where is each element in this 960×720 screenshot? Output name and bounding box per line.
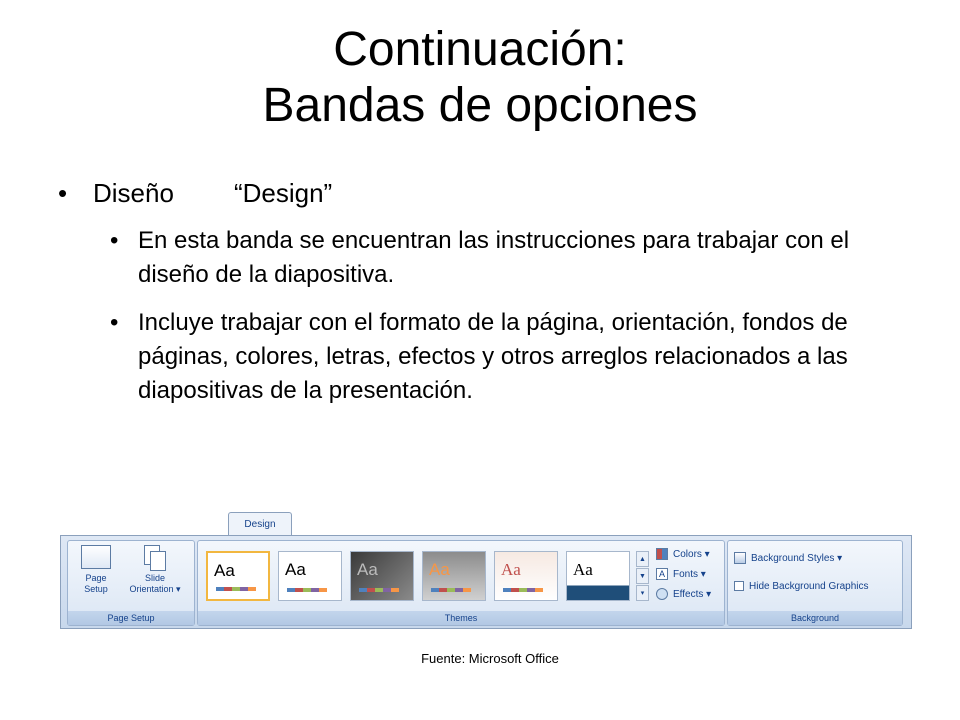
effects-button[interactable] bbox=[656, 587, 711, 603]
sub-bullet-2 bbox=[58, 306, 918, 408]
colors-icon bbox=[656, 548, 668, 560]
background-styles-button[interactable] bbox=[734, 551, 842, 567]
theme-5[interactable] bbox=[494, 551, 558, 601]
themes-scroll bbox=[636, 551, 649, 602]
themes-more-button[interactable]: ▾ bbox=[636, 585, 649, 601]
slide-orientation-label-2: Orientation ▾ bbox=[129, 584, 181, 594]
theme-2[interactable] bbox=[278, 551, 342, 601]
hide-background-graphics-checkbox[interactable] bbox=[734, 579, 869, 595]
effects-label: Effects ▾ bbox=[673, 589, 712, 600]
effects-icon bbox=[656, 588, 668, 600]
slide-title-line2: Bandas de opciones bbox=[262, 79, 698, 132]
theme-aa: Aa bbox=[573, 560, 593, 579]
theme-aa: Aa bbox=[501, 560, 521, 579]
theme-aa: Aa bbox=[285, 560, 306, 579]
background-styles-icon bbox=[734, 552, 746, 564]
theme-aa: Aa bbox=[357, 560, 378, 579]
fonts-button[interactable] bbox=[656, 567, 706, 583]
page-setup-label-1: Page bbox=[85, 573, 107, 583]
sub-bullet-dot: • bbox=[110, 309, 119, 336]
theme-3[interactable] bbox=[350, 551, 414, 601]
page-setup-button[interactable] bbox=[74, 545, 118, 595]
group-background bbox=[727, 540, 903, 626]
sub-bullet-1-text: En esta banda se encuentran las instrucciones para trabajar con el diseño de la diapositiva. bbox=[138, 227, 850, 288]
theme-aa: Aa bbox=[429, 560, 450, 579]
group-themes-label: Themes bbox=[198, 611, 724, 625]
themes-scroll-down-button[interactable]: ▼ bbox=[636, 568, 649, 584]
slide-title-line1: Continuación: bbox=[333, 23, 627, 76]
page-setup-icon bbox=[81, 545, 111, 569]
hide-background-graphics-label: Hide Background Graphics bbox=[749, 581, 869, 592]
bullet-design bbox=[58, 176, 918, 210]
bullet-design-label: Diseño bbox=[93, 178, 174, 208]
sub-bullet-1 bbox=[58, 224, 918, 292]
bullet-dot: • bbox=[58, 178, 68, 208]
fonts-icon: A bbox=[656, 568, 668, 580]
slide-orientation-icon bbox=[142, 545, 168, 571]
group-page-setup-label: Page Setup bbox=[68, 611, 194, 625]
slide-orientation-label-1: Slide bbox=[144, 573, 165, 583]
group-page-setup bbox=[67, 540, 195, 626]
colors-label: Colors ▾ bbox=[673, 549, 710, 560]
ribbon-screenshot bbox=[60, 535, 912, 630]
fonts-label: Fonts ▾ bbox=[673, 569, 706, 580]
group-themes bbox=[197, 540, 725, 626]
bullet-list bbox=[58, 176, 918, 408]
theme-6[interactable] bbox=[566, 551, 630, 601]
bullet-design-quote: “Design” bbox=[233, 178, 333, 208]
colors-button[interactable] bbox=[656, 547, 710, 563]
slide-title bbox=[0, 22, 960, 134]
ribbon-panel bbox=[60, 535, 912, 629]
page-setup-label-2: Setup bbox=[84, 584, 108, 594]
sub-bullet-dot: • bbox=[110, 227, 119, 254]
theme-office[interactable] bbox=[206, 551, 270, 601]
theme-aa: Aa bbox=[214, 561, 235, 580]
slide-orientation-button[interactable] bbox=[120, 545, 190, 595]
background-styles-label: Background Styles ▾ bbox=[751, 553, 843, 564]
tab-design[interactable]: Design bbox=[228, 512, 292, 536]
checkbox-icon bbox=[734, 581, 744, 591]
themes-scroll-up-button[interactable]: ▲ bbox=[636, 551, 649, 567]
theme-4[interactable] bbox=[422, 551, 486, 601]
group-background-label: Background bbox=[728, 611, 902, 625]
sub-bullet-2-text: Incluye trabajar con el formato de la página, orientación, fondos de páginas, colores, letras, efectos y otros arreglos relacionados a las diapositivas de la presentación. bbox=[138, 309, 848, 404]
source-caption: Fuente: Microsoft Office bbox=[421, 651, 559, 666]
